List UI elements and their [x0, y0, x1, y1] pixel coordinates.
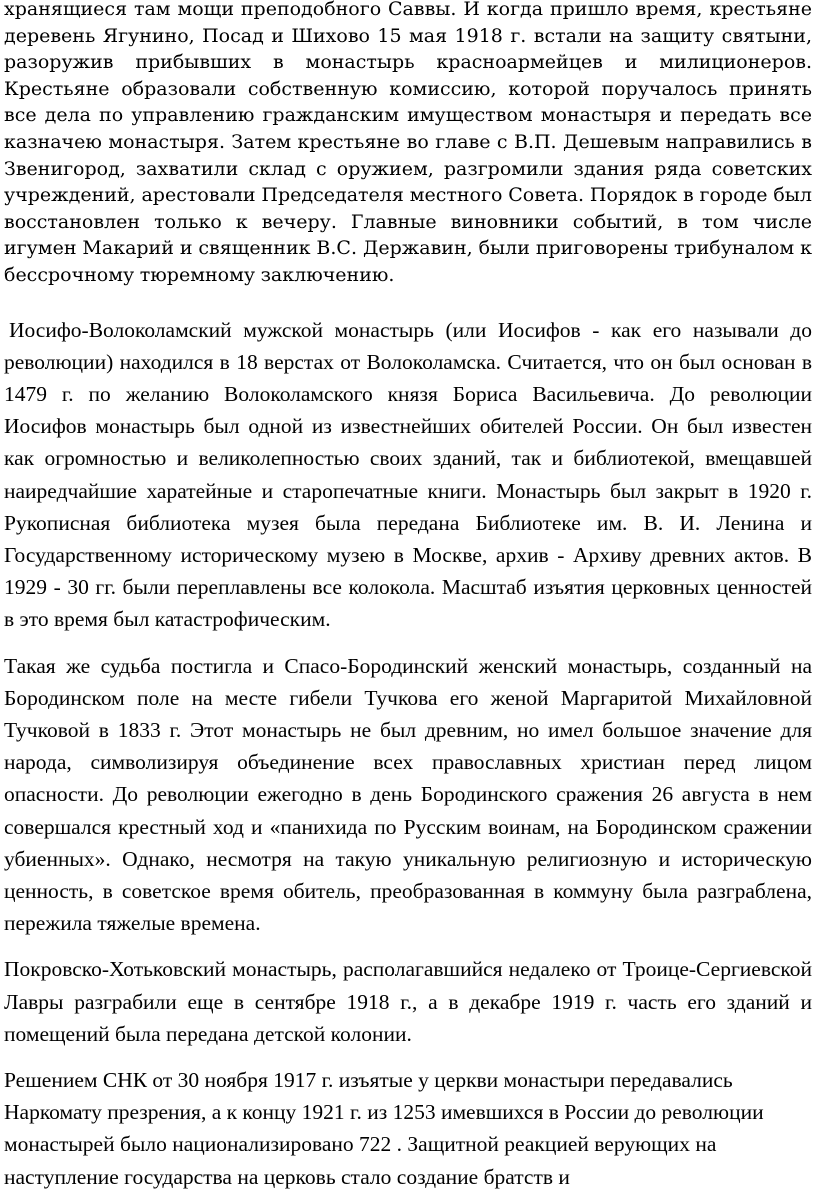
document-body	[4, 0, 812, 1193]
paragraph-snk-decree: Решением СНК от 30 ноября 1917 г. изъятые у церкви монастыри передавались Наркомату презрения, а к концу 1921 г. из 1253 имевшихся в России до революции монастырей было национализировано 722 . Защитной реакцией верующих на наступление государства на церковь стало создание братств и	[4, 1068, 764, 1189]
paragraph-pokrovsko-khotkovsky: Покровско-Хотьковский монастырь, располагавшийся недалеко от Троице-Сергиевской Лавры разграбили еще в сентябре 1918 г., а в декабре 1919 г. часть его зданий и помещений была передана детской колонии.	[4, 957, 812, 1046]
paragraph-iosifo-volokolamsky: Иосифо-Волоколамский мужской монастырь (или Иосифов - как его называли до революции) находился в 18 верстах от Волоколамска. Считается, что он был основан в 1479 г. по желанию Волоколамского князя Бориса Васильевича. До революции Иосифов монастырь был одной из известнейших обителей России. Он был известен как огромностью и великолепностью своих зданий, так и библиотекой, вмещавшей наиредчайшие харатейные и старопечатные книги. Монастырь был закрыт в 1920 г. Рукописная библиотека музея была передана Библиотеке им. В. И. Ленина и Государственному историческому музею в Москве, архив - Архиву древних актов. В 1929 - 30 гг. были переплавлены все колокола. Масштаб изъятия церковных ценностей в это время был катастрофическим.	[4, 317, 812, 632]
paragraph-savva-monastery: хранящиеся там мощи преподобного Саввы. И когда пришло время, крестьяне деревень Ягунино, Посад и Шихово 15 мая 1918 г. встали на защиту святыни, разоружив прибывших в монастырь красноармейцев и милиционеров. Крестьяне образовали собственную комиссию, которой поручалось принять все дела по управлению гражданским имуществом монастыря и передать все казначею монастыря. Затем крестьяне во главе с В.П. Дешевым направились в Звенигород, захватили склад с оружием, разгромили здания ряда советских учреждений, арестовали Председателя местного Совета. Порядок в городе был восстановлен только к вечеру. Главные виновники событий, в том числе игумен Макарий и священник В.С. Державин, были приговорены трибуналом к бессрочному тюремному заключению.	[4, 0, 812, 286]
paragraph-spaso-borodinsky: Такая же судьба постигла и Спасо-Бородинский женский монастырь, созданный на Бородинском поле на месте гибели Тучкова его женой Маргаритой Михайловной Тучковой в 1833 г. Этот монастырь не был древним, но имел большое значение для народа, символизируя объединение всех православных христиан перед лицом опасности. До революции ежегодно в день Бородинского сражения 26 августа в нем совершался крестный ход и «панихида по Русским воинам, на Бородинском сражении убиенных». Однако, несмотря на такую уникальную религиозную и историческую ценность, в советское время обитель, преобразованная в коммуну была разграблена, пережила тяжелые времена.	[4, 653, 812, 936]
